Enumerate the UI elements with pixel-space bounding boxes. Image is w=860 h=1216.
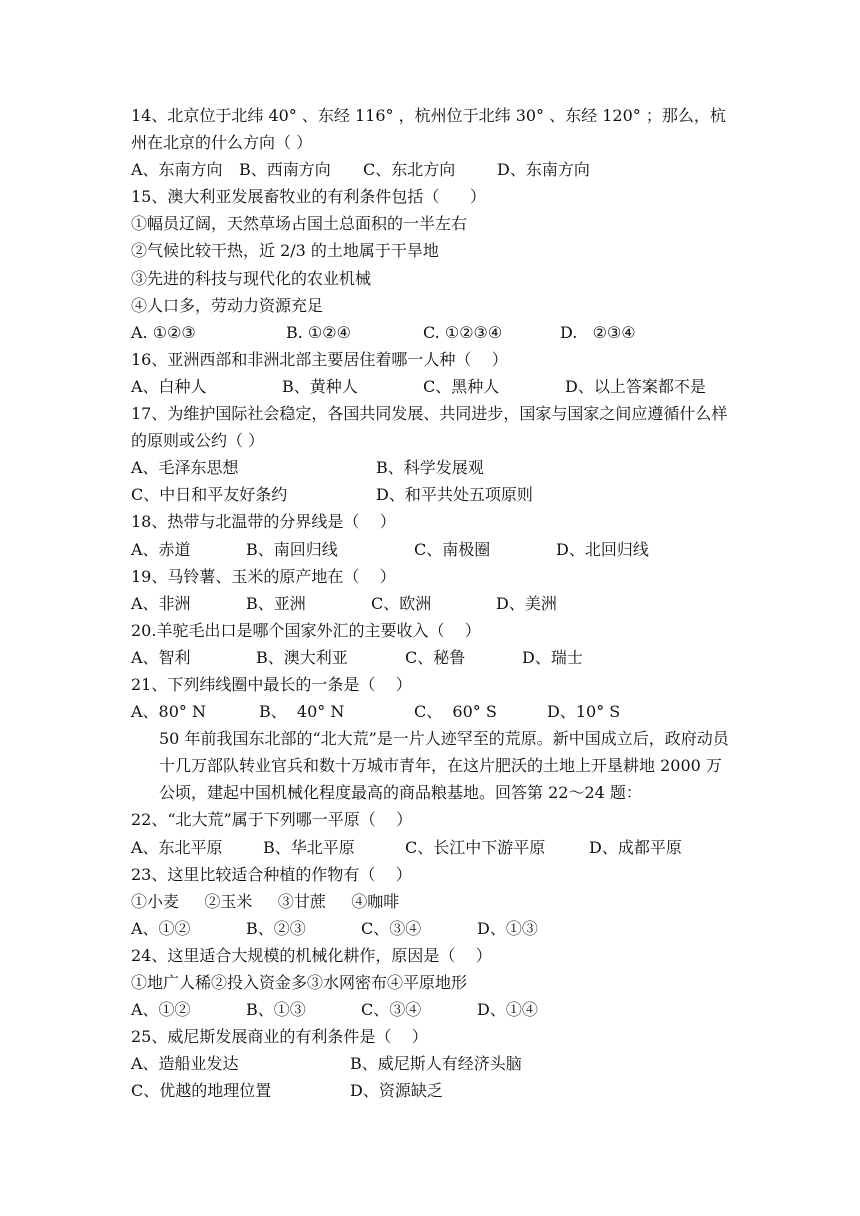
question-21-stem: 21、下列纬线圈中最长的一条是（ ） (131, 674, 412, 694)
question-23-options (131, 915, 736, 942)
exam-content (131, 102, 736, 1104)
option-a: A、白种人 (131, 376, 207, 396)
statement-4: ④人口多，劳动力资源充足 (131, 295, 324, 315)
option-a: A、东南方向 (131, 160, 223, 180)
question-22-options (131, 834, 736, 861)
option-b: B、①③ (246, 1000, 306, 1020)
option-c: C、优越的地理位置 (131, 1081, 272, 1101)
question-20-stem: 20.羊驼毛出口是哪个国家外汇的主要收入（ ） (131, 620, 481, 640)
option-b: B、 40° N (259, 702, 345, 722)
statement-1: ①幅员辽阔，天然草场占国土总面积的一半左右 (131, 214, 468, 234)
option-c: C、③④ (361, 918, 422, 938)
option-b: B、亚洲 (246, 593, 306, 613)
question-23-statements: ①小麦 ②玉米 ③甘蔗 ④咖啡 (131, 891, 400, 911)
option-d: D、10° S (547, 702, 621, 722)
option-c: C. ①②③④ (423, 322, 503, 342)
option-d: D、和平共处五项原则 (376, 485, 533, 505)
option-d: D、北回归线 (556, 539, 649, 559)
option-d: D、以上答案都不是 (565, 376, 706, 396)
question-24-stem: 24、这里适合大规模的机械化耕作，原因是（ ） (131, 945, 492, 965)
question-23-stem: 23、这里比较适合种植的作物有（ ） (131, 864, 412, 884)
option-a: A、造船业发达 (131, 1054, 239, 1074)
question-24-options (131, 996, 736, 1023)
option-a: A、东北平原 (131, 837, 223, 857)
statement-3: ③先进的科技与现代化的农业机械 (131, 268, 372, 288)
option-c: C、秘鲁 (405, 647, 466, 667)
option-b: B、西南方向 (239, 160, 331, 180)
question-19-options (131, 590, 736, 617)
statement-2: ②气候比较干热，近 2/3 的土地属于干旱地 (131, 241, 439, 261)
option-c: C、③④ (361, 1000, 422, 1020)
question-25-stem: 25、威尼斯发展商业的有利条件是（ ） (131, 1027, 428, 1047)
option-a: A、赤道 (131, 539, 191, 559)
question-19-stem: 19、马铃薯、玉米的原产地在（ ） (131, 566, 396, 586)
option-d: D、东南方向 (497, 160, 590, 180)
option-d: D、①③ (477, 918, 538, 938)
option-a: A、非洲 (131, 593, 191, 613)
option-c: C、欧洲 (371, 593, 432, 613)
option-b: B. ①②④ (286, 322, 351, 342)
reading-passage: 50 年前我国东北部的“北大荒”是一片人迹罕至的荒原。新中国成立后，政府动员十几万部队转业官兵和数十万城市青年，在这片肥沃的土地上开垦耕地 2000 万公顷，建起中国机械化程度最高的商品粮基地。回答第 22～24 题： (159, 729, 729, 803)
option-d: D. ②③④ (560, 322, 636, 342)
option-a: A、①② (131, 1000, 191, 1020)
option-a: A、毛泽东思想 (131, 458, 239, 478)
question-22-stem: 22、“北大荒”属于下列哪一平原（ ） (131, 810, 413, 830)
question-17-options-row2 (131, 481, 736, 508)
option-b: B、科学发展观 (376, 458, 484, 478)
option-d: D、成都平原 (589, 837, 682, 857)
question-25-options-row1 (131, 1050, 736, 1077)
question-25-options-row2 (131, 1077, 736, 1104)
option-c: C、长江中下游平原 (405, 837, 546, 857)
question-15-stem: 15、澳大利亚发展畜牧业的有利条件包括（ ） (131, 187, 486, 207)
question-18-stem: 18、热带与北温带的分界线是（ ） (131, 512, 396, 532)
option-d: D、①④ (477, 1000, 538, 1020)
question-16-options (131, 373, 736, 400)
question-14-stem: 14、北京位于北纬 40° 、东经 116° ，杭州位于北纬 30° 、东经 120° ；那么，杭州在北京的什么方向（ ） (131, 106, 726, 153)
option-c: C、中日和平友好条约 (131, 485, 288, 505)
question-17-stem: 17、为维护国际社会稳定，各国共同发展、共同进步，国家与国家之间应遵循什么样的原则或公约（ ） (131, 404, 728, 451)
option-c: C、南极圈 (414, 539, 491, 559)
option-b: B、黄种人 (282, 376, 358, 396)
option-b: B、南回归线 (246, 539, 338, 559)
option-d: D、瑞士 (522, 647, 583, 667)
question-16-stem: 16、亚洲西部和非洲北部主要居住着哪一人种（ ） (131, 349, 508, 369)
option-b: B、②③ (246, 918, 306, 938)
option-b: B、澳大利亚 (256, 647, 348, 667)
option-c: C、东北方向 (363, 160, 456, 180)
option-c: C、 60° S (414, 702, 497, 722)
question-21-options (131, 698, 736, 725)
option-a: A、智利 (131, 647, 191, 667)
option-b: B、威尼斯人有经济头脑 (350, 1054, 522, 1074)
question-20-options (131, 644, 736, 671)
option-c: C、黑种人 (423, 376, 500, 396)
question-15-options (131, 319, 736, 346)
option-d: D、美洲 (496, 593, 557, 613)
option-a: A、80° N (131, 702, 207, 722)
option-a: A. ①②③ (131, 322, 196, 342)
question-14-options (131, 156, 736, 183)
option-b: B、华北平原 (263, 837, 355, 857)
option-a: A、①② (131, 918, 191, 938)
question-17-options-row1 (131, 454, 736, 481)
option-d: D、资源缺乏 (350, 1081, 443, 1101)
question-18-options (131, 536, 736, 563)
question-24-statements: ①地广人稀②投入资金多③水网密布④平原地形 (131, 973, 468, 992)
